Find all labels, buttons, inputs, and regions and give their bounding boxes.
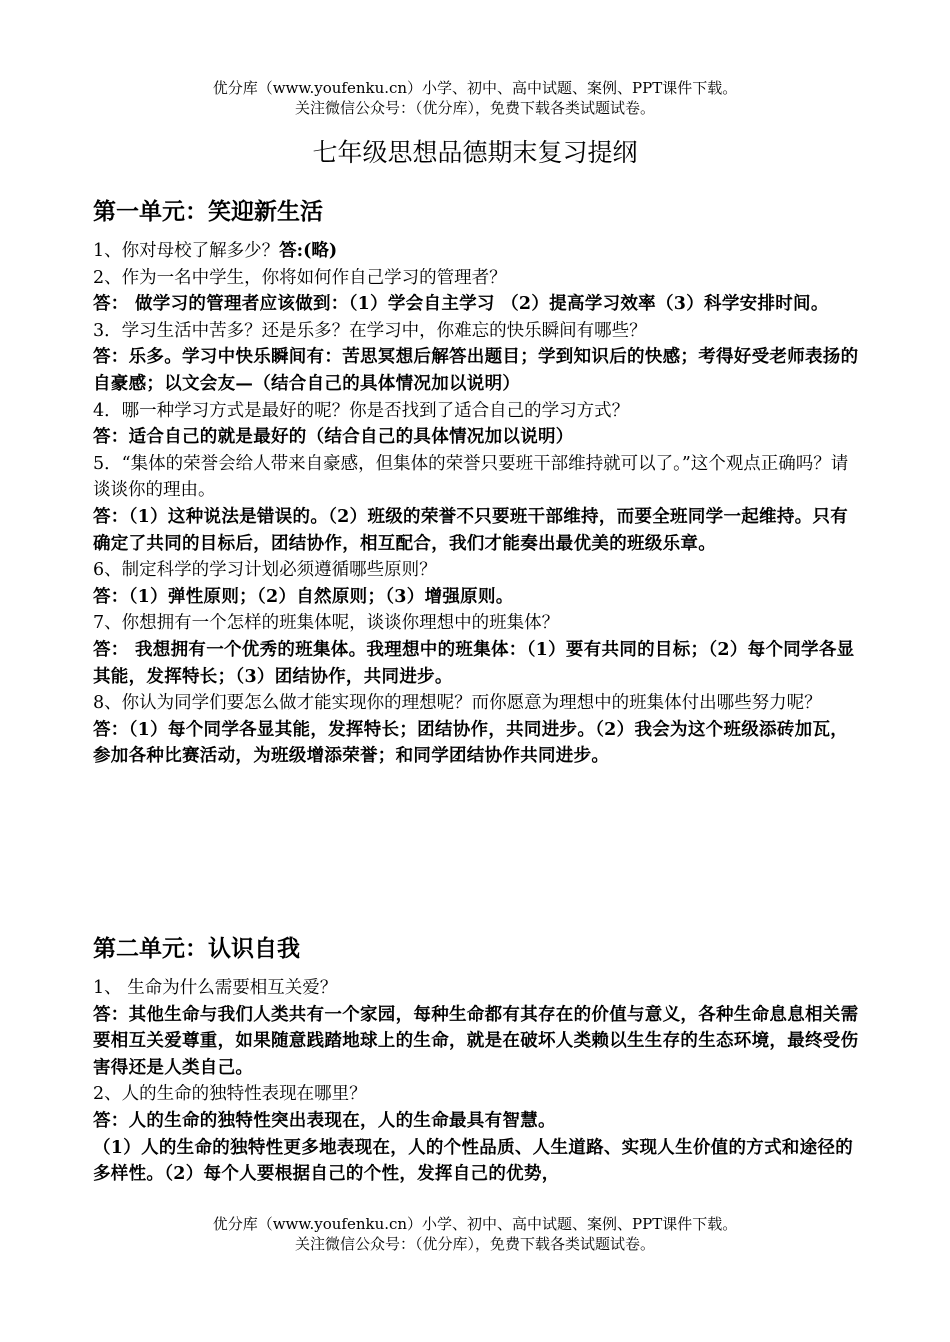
unit2-answer-2: 答：人的生命的独特性突出表现在，人的生命最具有智慧。 <box>93 1110 556 1131</box>
unit1-answer-2: 答： 做学习的管理者应该做到：（1）学会自主学习 （2）提高学习效率（3）科学安排时间。 <box>93 294 829 315</box>
unit1-question-7: 7、你想拥有一个怎样的班集体呢，谈谈你理想中的班集体？ <box>93 613 560 634</box>
unit1-answer-7: 答： 我想拥有一个优秀的班集体。我理想中的班集体：（1）要有共同的目标；（2）每个同学各显其能，发挥特长；（3）团结协作，共同进步。 <box>93 639 855 687</box>
unit1-question-2: 2、作为一名中学生，你将如何作自己学习的管理者？ <box>93 267 507 288</box>
page-title: 七年级思想品德期末复习提纲 <box>312 138 638 167</box>
unit2-question-2: 2、人的生命的独特性表现在哪里？ <box>93 1084 367 1105</box>
unit1-question-3: 3．学习生活中苦多？还是乐多？在学习中，你难忘的快乐瞬间有哪些？ <box>93 320 647 341</box>
unit1-body <box>93 238 863 770</box>
unit2-body <box>93 975 863 1188</box>
header-line-2: 关注微信公众号：（优分库），免费下载各类试题试卷。 <box>294 99 655 117</box>
header-line-1: 优分库（www.youfenku.cn）小学、初中、高中试题、案例、PPT课件下载。 <box>212 79 738 97</box>
unit2-extra-paragraph: （1）人的生命的独特性更多地表现在，人的个性品质、人生道路、实现人生价值的方式和途径的多样性。（2）每个人要根据自己的个性，发挥自己的优势， <box>93 1137 854 1185</box>
unit1-answer-6: 答：（1）弹性原则；（2）自然原则；（3）增强原则。 <box>93 586 514 607</box>
unit2-answer-1: 答：其他生命与我们人类共有一个家园，每种生命都有其存在的价值与意义，各种生命息息相关需要相互关爱尊重，如果随意践踏地球上的生命，就是在破坏人类赖以生生存的生态环境，最终受伤害得还是人类自己。 <box>93 1004 859 1078</box>
unit1-answer-4: 答：适合自己的就是最好的（结合自己的具体情况加以说明） <box>93 427 574 448</box>
footer-line-1: 优分库（www.youfenku.cn）小学、初中、高中试题、案例、PPT课件下载。 <box>212 1215 738 1233</box>
unit2-heading: 第二单元：认识自我 <box>93 936 300 962</box>
unit1-question-1: 1、你对母校了解多少？答:(略) <box>93 241 338 261</box>
unit1-question-4: 4．哪一种学习方式是最好的呢？你是否找到了适合自己的学习方式？ <box>93 400 630 421</box>
unit2-question-1: 1、 生命为什么需要相互关爱？ <box>93 978 338 998</box>
unit1-question-5: 5．“集体的荣誉会给人带来自豪感，但集体的荣誉只要班干部维持就可以了。”这个观点正确吗？请谈谈你的理由。 <box>93 453 849 501</box>
unit1-heading: 第一单元：笑迎新生活 <box>93 199 323 225</box>
footer-line-2: 关注微信公众号：（优分库），免费下载各类试题试卷。 <box>294 1235 655 1253</box>
unit1-answer-5: 答：（1）这种说法是错误的。（2）班级的荣誉不只要班干部维持，而要全班同学一起维持。只有确定了共同的目标后，团结协作，相互配合，我们才能奏出最优美的班级乐章。 <box>93 506 849 554</box>
unit1-answer-1: 答:(略) <box>279 241 338 261</box>
footer <box>0 1214 950 1254</box>
unit1-answer-3: 答：乐多。学习中快乐瞬间有：苦思冥想后解答出题目；学到知识后的快感；考得好受老师表扬的自豪感；以文会友—（结合自己的具体情况加以说明） <box>93 347 859 394</box>
unit1-answer-8: 答：（1）每个同学各显其能，发挥特长；团结协作，共同进步。（2）我会为这个班级添砖加瓦，参加各种比赛活动，为班级增添荣誉；和同学团结协作共同进步。 <box>93 719 849 767</box>
unit1-question-6: 6、制定科学的学习计划必须遵循哪些原则？ <box>93 560 437 581</box>
unit1-question-8: 8、你认为同学们要怎么做才能实现你的理想呢？而你愿意为理想中的班集体付出哪些努力呢？ <box>93 693 822 714</box>
header <box>0 78 950 118</box>
